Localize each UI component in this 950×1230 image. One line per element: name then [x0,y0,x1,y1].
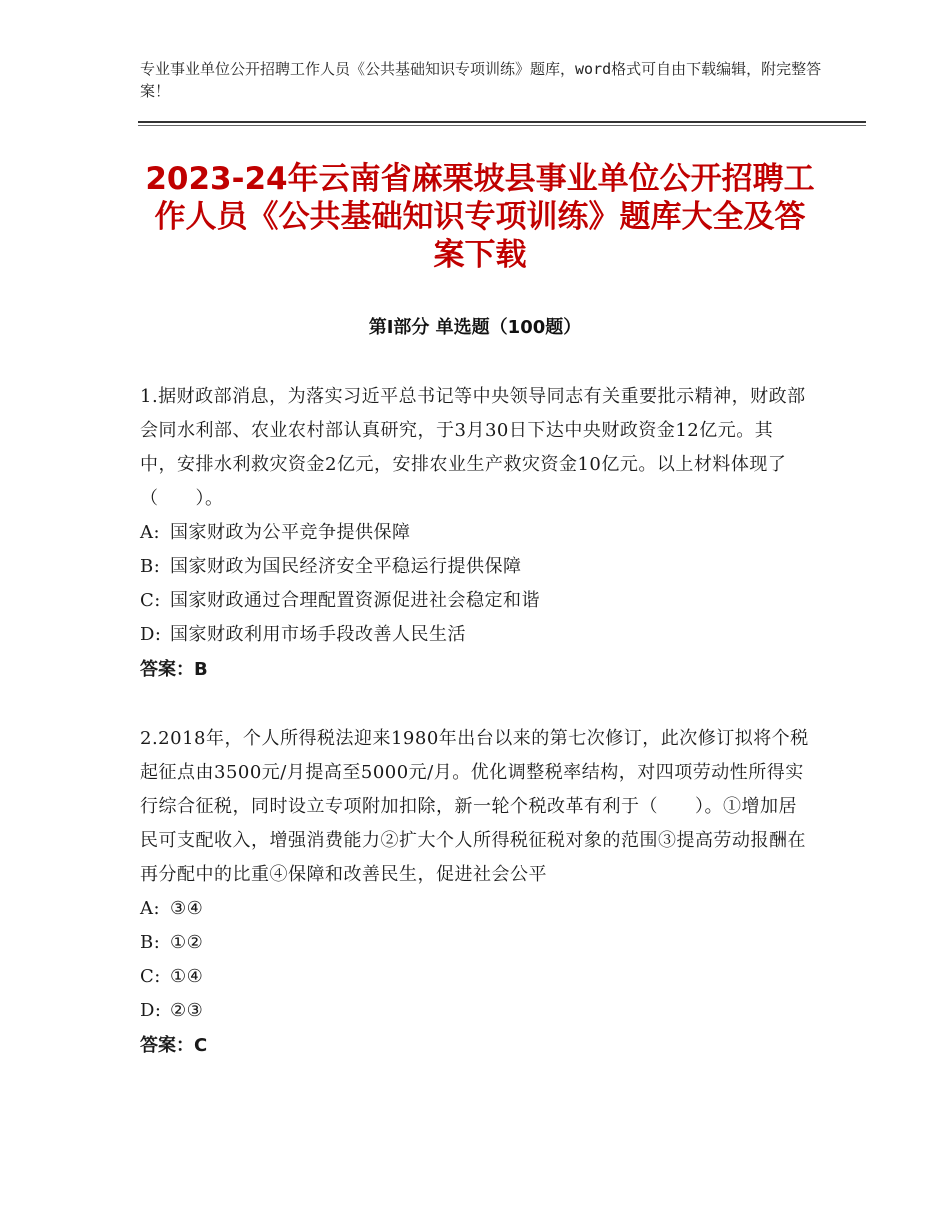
option-text: ①② [170,932,204,953]
document-title: 2023-24年云南省麻栗坡县事业单位公开招聘工作人员《公共基础知识专项训练》题库大全及答案下载 [145,161,815,273]
option-a [140,516,810,550]
answer-text: 答案：C [140,1035,208,1056]
option-b [140,926,810,960]
option-text: ③④ [170,898,204,919]
option-label: A: [140,522,161,543]
option-text: 国家财政利用市场手段改善人民生活 [170,624,466,645]
option-label: C: [140,590,161,611]
question-1 [140,380,810,688]
option-label: B: [140,556,161,577]
header-note: 专业事业单位公开招聘工作人员《公共基础知识专项训练》题库，word格式可自由下载编辑，附完整答案！ [140,60,822,100]
header-divider-thin [138,125,866,126]
question-2 [140,722,810,1064]
option-label: C: [140,966,161,987]
option-text: ②③ [170,1000,204,1021]
option-label: B: [140,932,161,953]
header-divider [138,121,866,123]
option-text: 国家财政通过合理配置资源促进社会稳定和谐 [170,590,540,611]
option-label: D: [140,624,162,645]
option-c [140,960,810,994]
option-text: ①④ [170,966,204,987]
section-title: 第Ⅰ部分 单选题（100题） [368,317,582,338]
answer-text: 答案：B [140,659,208,680]
option-a [140,892,810,926]
option-d [140,994,810,1028]
option-label: A: [140,898,161,919]
question-stem: 1.据财政部消息，为落实习近平总书记等中央领导同志有关重要批示精神，财政部会同水利部、农业农村部认真研究，于3月30日下达中央财政资金12亿元。其中，安排水利救灾资金2亿元，安排农业生产救灾资金10亿元。以上材料体现了（ ）。 [140,386,806,509]
option-label: D: [140,1000,162,1021]
option-text: 国家财政为国民经济安全平稳运行提供保障 [170,556,522,577]
option-text: 国家财政为公平竞争提供保障 [170,522,411,543]
question-stem: 2.2018年，个人所得税法迎来1980年出台以来的第七次修订，此次修订拟将个税起征点由3500元/月提高至5000元/月。优化调整税率结构，对四项劳动性所得实行综合征税，同时设立专项附加扣除，新一轮个税改革有利于（ ）。①增加居民可支配收入，增强消费能力②扩大个人所得税征税对象的范围③提高劳动报酬在再分配中的比重④保障和改善民生，促进社会公平 [140,728,809,885]
option-b [140,550,810,584]
option-d [140,618,810,652]
option-c [140,584,810,618]
